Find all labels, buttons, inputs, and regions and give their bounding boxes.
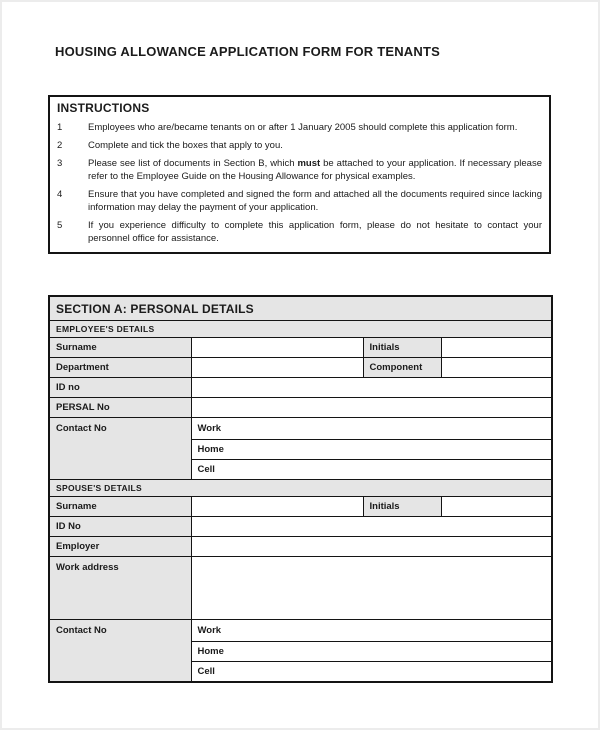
- spouse-initials-field[interactable]: [441, 497, 552, 517]
- instruction-number: 3: [57, 158, 63, 169]
- employee-department-field[interactable]: [191, 358, 363, 378]
- instruction-number: 2: [57, 140, 63, 151]
- employee-contact-home-field[interactable]: [191, 440, 552, 460]
- employee-component-label: Component: [363, 358, 441, 378]
- employee-component-field[interactable]: [441, 358, 552, 378]
- table-row: [49, 338, 552, 358]
- employee-persal-no-field[interactable]: [191, 398, 552, 418]
- employee-id-no-label: ID no: [49, 378, 191, 398]
- spouse-id-no-label: ID No: [49, 517, 191, 537]
- instruction-item-1: [57, 121, 542, 134]
- employee-surname-label: Surname: [49, 338, 191, 358]
- spouse-details-heading: SPOUSE'S DETAILS: [49, 480, 552, 497]
- instruction-text: If you experience difficulty to complete this application form, please do not hesitate to contact your personnel office for assistance.: [88, 220, 542, 244]
- instruction-text-before: Please see list of documents in Section B, which: [88, 158, 298, 169]
- instruction-text: Complete and tick the boxes that apply to you.: [88, 140, 283, 151]
- spouse-initials-label: Initials: [363, 497, 441, 517]
- spouse-contact-cell-field[interactable]: [191, 662, 552, 683]
- instruction-item-3: [57, 157, 542, 183]
- section-a-header-row: [49, 296, 552, 321]
- spouse-id-no-field[interactable]: [191, 517, 552, 537]
- instruction-number: 5: [57, 220, 63, 231]
- spouse-employer-label: Employer: [49, 537, 191, 557]
- instruction-text: Employees who are/became tenants on or after 1 January 2005 should complete this application form.: [88, 122, 518, 133]
- instruction-text: Ensure that you have completed and signed the form and attached all the documents required since lacking information may delay the payment of your application.: [88, 189, 542, 213]
- home-label: Home: [197, 646, 224, 657]
- employee-contact-cell-field[interactable]: [191, 460, 552, 480]
- work-label: Work: [197, 423, 222, 434]
- employee-contact-work-field[interactable]: [191, 418, 552, 440]
- instruction-number: 1: [57, 122, 63, 133]
- spouse-details-header-row: [49, 480, 552, 497]
- employee-department-label: Department: [49, 358, 191, 378]
- spouse-surname-field[interactable]: [191, 497, 363, 517]
- cell-label: Cell: [197, 666, 215, 677]
- table-row: [49, 517, 552, 537]
- instruction-item-5: [57, 219, 542, 245]
- employee-surname-field[interactable]: [191, 338, 363, 358]
- table-row: [49, 398, 552, 418]
- employee-persal-no-label: PERSAL No: [49, 398, 191, 418]
- table-row: [49, 497, 552, 517]
- table-row: [49, 378, 552, 398]
- instruction-item-2: [57, 139, 542, 152]
- cell-label: Cell: [197, 464, 215, 475]
- employee-initials-label: Initials: [363, 338, 441, 358]
- table-row: [49, 620, 552, 642]
- form-title: HOUSING ALLOWANCE APPLICATION FORM FOR TENANTS: [55, 44, 440, 59]
- instruction-number: 4: [57, 189, 63, 200]
- home-label: Home: [197, 444, 224, 455]
- spouse-contact-work-field[interactable]: [191, 620, 552, 642]
- instructions-box: [48, 95, 551, 254]
- table-row: [49, 537, 552, 557]
- spouse-work-address-label: Work address: [49, 557, 191, 620]
- spouse-employer-field[interactable]: [191, 537, 552, 557]
- instruction-text-bold: must: [297, 158, 321, 169]
- section-a-table: [48, 295, 553, 683]
- section-a-title: SECTION A: PERSONAL DETAILS: [49, 296, 552, 321]
- instruction-text: [88, 157, 542, 183]
- instruction-item-4: [57, 188, 542, 214]
- table-row: [49, 557, 552, 620]
- employee-details-heading: EMPLOYEE'S DETAILS: [49, 321, 552, 338]
- work-label: Work: [197, 625, 222, 636]
- table-row: [49, 358, 552, 378]
- instructions-heading: INSTRUCTIONS: [57, 101, 150, 115]
- table-row: [49, 418, 552, 440]
- spouse-work-address-field[interactable]: [191, 557, 552, 620]
- employee-id-no-field[interactable]: [191, 378, 552, 398]
- employee-initials-field[interactable]: [441, 338, 552, 358]
- instruction-text-after: be attached to your application. If necessary please refer to the Employee Guide on the Housing Allowance for physical examples.: [88, 158, 542, 182]
- spouse-contact-home-field[interactable]: [191, 642, 552, 662]
- spouse-contact-no-label: Contact No: [49, 620, 191, 683]
- spouse-surname-label: Surname: [49, 497, 191, 517]
- employee-contact-no-label: Contact No: [49, 418, 191, 480]
- employee-details-header-row: [49, 321, 552, 338]
